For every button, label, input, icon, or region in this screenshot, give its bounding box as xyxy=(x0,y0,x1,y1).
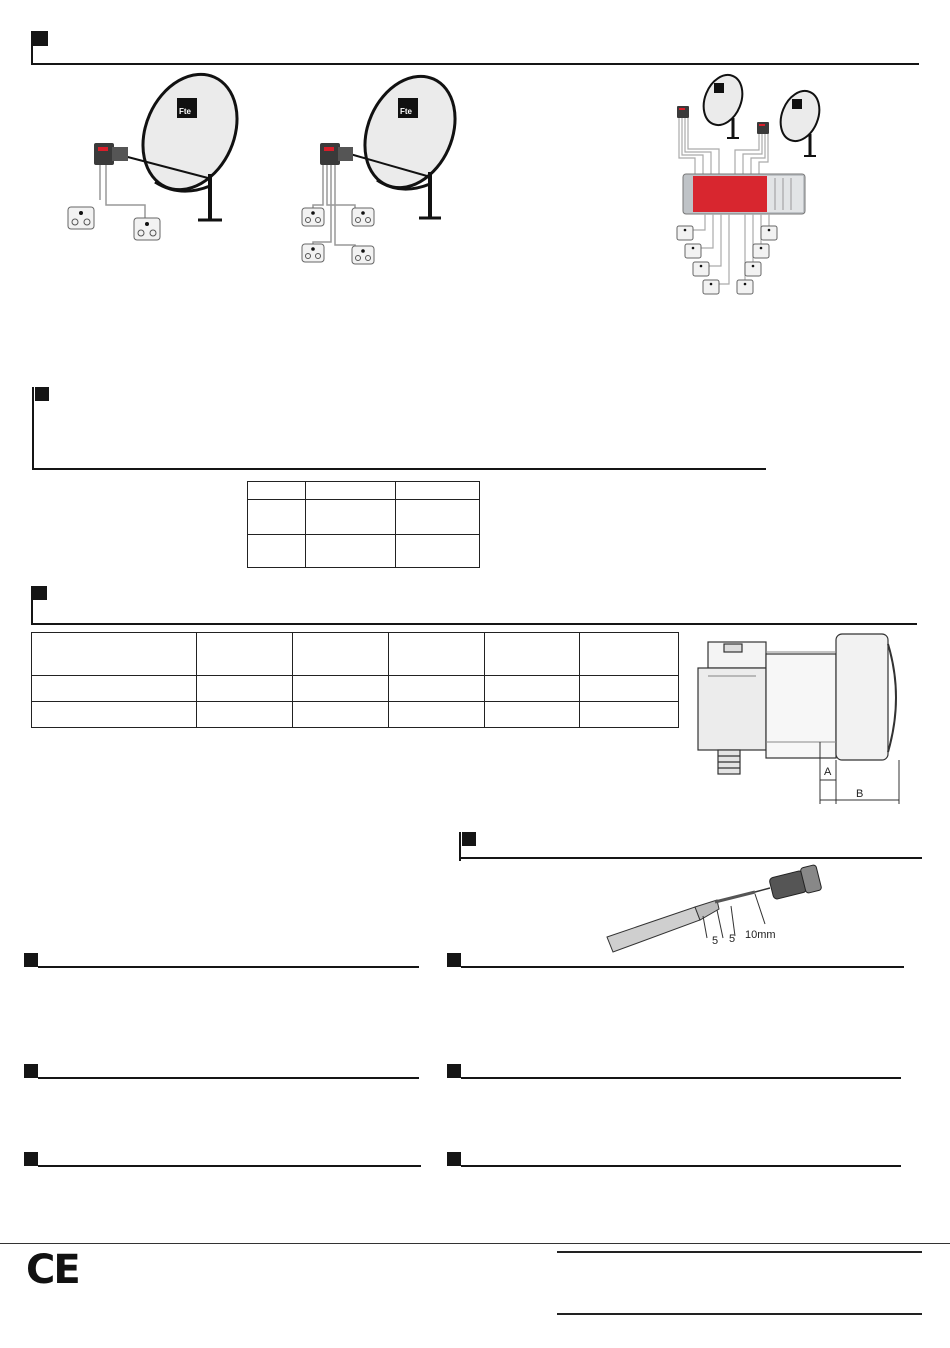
table-cell xyxy=(306,482,396,500)
signature-line-top xyxy=(557,1251,922,1253)
ce-mark-icon xyxy=(26,1247,79,1293)
section-marker-1 xyxy=(33,31,48,46)
table-cell xyxy=(580,633,679,676)
spec-table-small xyxy=(247,481,480,568)
outlet-icon xyxy=(302,244,324,262)
outlet-icon xyxy=(302,208,324,226)
table-cell xyxy=(32,702,197,728)
section-marker-7 xyxy=(24,1064,38,1078)
section-marker-2 xyxy=(35,387,49,401)
section-3-rule xyxy=(31,623,917,625)
table-cell xyxy=(580,676,679,702)
table-cell xyxy=(197,633,293,676)
strip-length-1: 5 xyxy=(712,935,719,947)
section-marker-5 xyxy=(24,953,38,967)
section-8-rule xyxy=(461,1077,901,1079)
dimension-b-label: B xyxy=(856,788,864,800)
coax-cable-icon xyxy=(607,888,770,952)
table-cell xyxy=(396,500,480,535)
ce-mark-text: CE xyxy=(26,1247,79,1293)
f-connector-assembly-drawing xyxy=(605,862,830,957)
section-4-rule xyxy=(459,857,922,859)
strip-length-3: 10mm xyxy=(745,929,776,941)
lnb-cables-icon xyxy=(100,165,145,220)
outlet-icon xyxy=(703,280,719,294)
multiswitch-installation-diagram xyxy=(665,70,825,300)
section-2-left-rule xyxy=(32,387,34,470)
table-cell xyxy=(580,702,679,728)
quad-lnb-installation-diagram xyxy=(295,70,475,270)
outlet-icon xyxy=(352,208,374,226)
table-cell xyxy=(485,676,580,702)
outlet-icon xyxy=(745,262,761,276)
table-cell xyxy=(396,535,480,568)
table-cell xyxy=(293,676,389,702)
table-cell xyxy=(197,702,293,728)
table-cell xyxy=(389,676,485,702)
section-3-left-rule xyxy=(31,586,33,625)
dimension-a-label: A xyxy=(824,766,832,778)
multiswitch-icon xyxy=(683,174,805,214)
footer-divider xyxy=(0,1243,950,1244)
outlet-icon xyxy=(68,207,94,229)
section-marker-3 xyxy=(33,586,47,600)
outlet-icon xyxy=(761,226,777,240)
table-cell xyxy=(396,482,480,500)
table-cell xyxy=(293,702,389,728)
table-cell xyxy=(248,500,306,535)
lnb-cables-icon xyxy=(679,118,768,175)
table-cell xyxy=(485,702,580,728)
section-2-rule xyxy=(32,468,766,470)
dish-icon xyxy=(343,70,472,218)
section-5-rule xyxy=(38,966,419,968)
table-cell xyxy=(248,482,306,500)
outlet-icon xyxy=(693,262,709,276)
table-cell xyxy=(306,500,396,535)
section-marker-6 xyxy=(447,953,461,967)
outlet-icon xyxy=(134,218,160,240)
outlet-icon xyxy=(677,226,693,240)
section-6-rule xyxy=(461,966,904,968)
section-marker-4 xyxy=(462,832,476,846)
section-1-left-rule xyxy=(31,31,33,65)
table-cell xyxy=(485,633,580,676)
outlet-icon xyxy=(753,244,769,258)
dish-icon xyxy=(774,85,825,156)
section-marker-8 xyxy=(447,1064,461,1078)
outlet-icon xyxy=(685,244,701,258)
table-cell xyxy=(248,535,306,568)
lnb-icon xyxy=(757,122,769,134)
table-cell xyxy=(306,535,396,568)
dish-logo: Fte xyxy=(179,107,191,116)
lnb-cables-icon xyxy=(313,165,355,248)
table-cell xyxy=(32,676,197,702)
section-marker-10 xyxy=(447,1152,461,1166)
table-cell xyxy=(32,633,197,676)
section-10-rule xyxy=(461,1165,901,1167)
lnb-dimension-drawing xyxy=(690,630,910,810)
table-cell xyxy=(197,676,293,702)
dish-icon xyxy=(697,70,750,138)
table-cell xyxy=(293,633,389,676)
table-cell xyxy=(389,702,485,728)
twin-lnb-installation-diagram xyxy=(60,70,260,245)
lnb-icon xyxy=(320,143,353,165)
section-1-rule xyxy=(31,63,919,65)
section-marker-9 xyxy=(24,1152,38,1166)
dish-logo: Fte xyxy=(400,107,412,116)
section-9-rule xyxy=(38,1165,421,1167)
f-connector-icon xyxy=(769,864,822,899)
outlet-icon xyxy=(352,246,374,264)
lnb-body-icon xyxy=(698,634,896,774)
lnb-icon xyxy=(94,143,128,165)
spec-table-large xyxy=(31,632,679,728)
table-cell xyxy=(389,633,485,676)
strip-length-2: 5 xyxy=(729,933,736,945)
lnb-icon xyxy=(677,106,689,118)
dish-icon xyxy=(120,70,255,220)
signature-line-bottom xyxy=(557,1313,922,1315)
section-7-rule xyxy=(38,1077,419,1079)
outlet-icon xyxy=(737,280,753,294)
